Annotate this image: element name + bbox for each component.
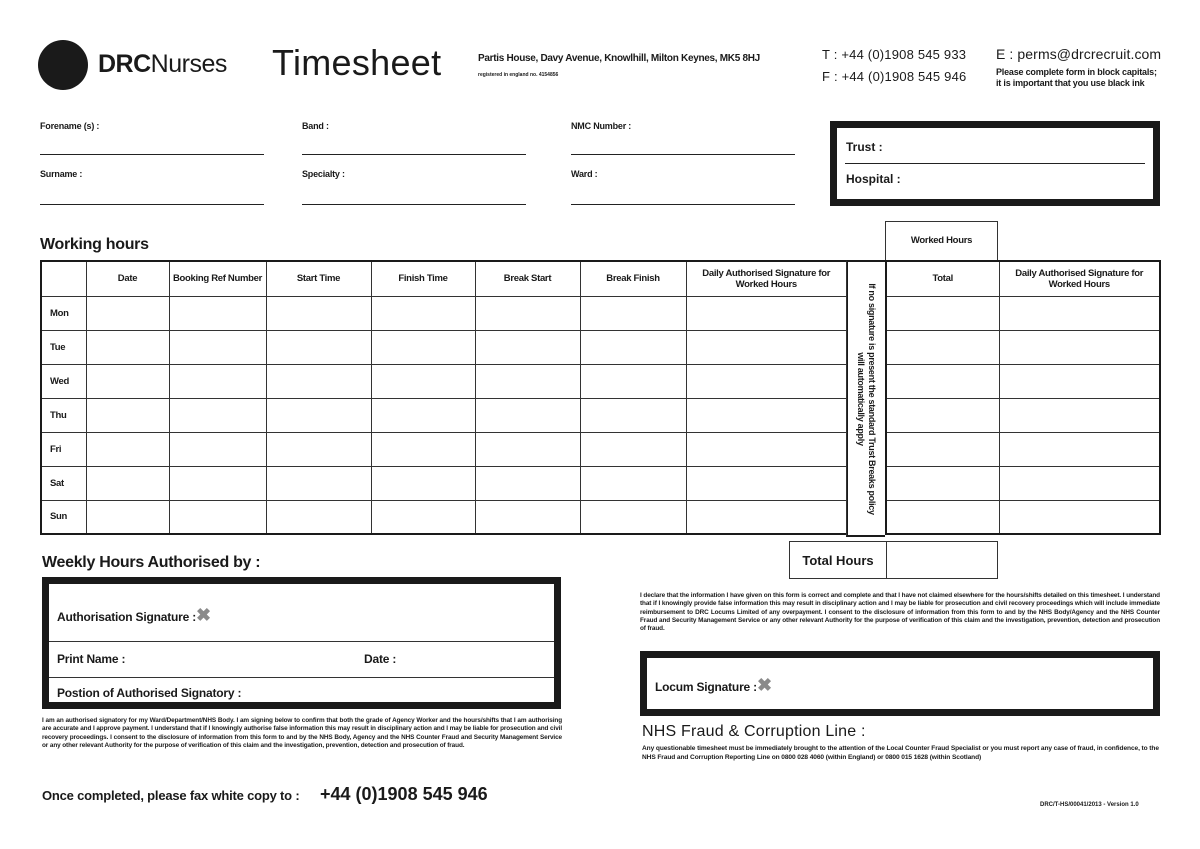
forename-field[interactable] [40,154,264,155]
column-header: Start Time [266,261,371,296]
day-label: Thu [41,398,86,432]
signature-cell[interactable] [999,466,1160,500]
band-field[interactable] [302,154,526,155]
entry-cell[interactable] [86,432,169,466]
signature-cell[interactable] [999,500,1160,534]
table-row [886,466,1160,500]
entry-cell[interactable] [266,330,371,364]
authorised-by-title: Weekly Hours Authorised by : [42,554,261,571]
entry-cell[interactable] [169,330,266,364]
day-label: Wed [41,364,86,398]
table-row [41,500,847,534]
entry-cell[interactable] [475,296,580,330]
trust-hospital-box[interactable] [830,121,1160,206]
signature-cell[interactable] [999,398,1160,432]
email: E : perms@drcrecruit.com [996,46,1162,62]
entry-cell[interactable] [169,500,266,534]
table-row [41,432,847,466]
print-name-label[interactable]: Print Name : [57,652,126,666]
entry-cell[interactable] [475,432,580,466]
fraud-line-text: Any questionable timesheet must be immediately brought to the attention of the Local Counter Fraud Specialist or you must report any case of fraud, in confidence, to the NHS Fraud and Corruption Reporting Line on 0800 028 4060 (within England) or 0800 015 1628 (within Scotland) [642,745,1159,761]
nmc-field[interactable] [571,154,795,155]
entry-cell[interactable] [475,466,580,500]
entry-cell[interactable] [371,398,475,432]
surname-field[interactable] [40,204,264,205]
company-address: Partis House, Davy Avenue, Knowlhill, Milton Keynes, MK5 8HJ [478,53,760,64]
entry-cell[interactable] [266,500,371,534]
worked-hours-header: Worked Hours [885,221,998,261]
total-column-header: Total [886,261,999,296]
ward-field[interactable] [571,204,795,205]
telephone: T : +44 (0)1908 545 933 [822,47,967,62]
trust-label: Trust : [846,140,883,154]
day-label: Sun [41,500,86,534]
date-label[interactable]: Date : [364,652,397,666]
band-label: Band : [302,121,329,131]
working-hours-title: Working hours [40,236,149,253]
entry-cell[interactable] [266,398,371,432]
nmc-label: NMC Number : [571,121,632,131]
table-row [886,296,1160,330]
hospital-label: Hospital : [846,172,901,186]
total-cell[interactable] [886,466,999,500]
ward-label: Ward : [571,169,598,179]
entry-cell[interactable] [580,500,686,534]
entry-cell[interactable] [86,398,169,432]
sign-here-icon: ✖ [196,605,211,625]
fax-instruction: Once completed, please fax white copy to : [42,788,300,803]
entry-cell[interactable] [266,364,371,398]
instructions [996,67,1166,89]
table-row [41,330,847,364]
entry-cell[interactable] [580,398,686,432]
table-row [886,432,1160,466]
forename-label: Forename (s) : [40,121,100,131]
logo-icon [38,40,88,90]
entry-cell[interactable] [475,500,580,534]
day-label: Mon [41,296,86,330]
entry-cell[interactable] [580,466,686,500]
column-header: Break Start [475,261,580,296]
entry-cell[interactable] [580,330,686,364]
total-hours-label: Total Hours [789,541,886,579]
instructions-line-1: Please complete form in block capitals; [996,67,1157,77]
entry-cell[interactable] [686,296,847,330]
signature-cell[interactable] [999,330,1160,364]
entry-cell[interactable] [371,364,475,398]
entry-cell[interactable] [169,398,266,432]
page-title: Timesheet [272,42,442,83]
logo-text [98,50,227,79]
working-hours-table [40,260,848,535]
authorisation-signature[interactable] [57,605,211,626]
table-row [886,500,1160,534]
breaks-policy-note: If no signature is present the standard Trust Breaks policy will automatically apply [856,282,877,515]
entry-cell[interactable] [86,466,169,500]
logo-name: Nurses [150,50,227,78]
total-cell[interactable] [886,364,999,398]
entry-cell[interactable] [169,296,266,330]
table-row [41,364,847,398]
entry-cell[interactable] [686,466,847,500]
divider [49,677,554,678]
entry-cell[interactable] [86,330,169,364]
entry-cell[interactable] [169,364,266,398]
entry-cell[interactable] [686,398,847,432]
signature-cell[interactable] [999,296,1160,330]
entry-cell[interactable] [169,466,266,500]
entry-cell[interactable] [371,296,475,330]
specialty-field[interactable] [302,204,526,205]
total-hours-field[interactable] [886,541,998,579]
entry-cell[interactable] [371,466,475,500]
total-cell[interactable] [886,296,999,330]
divider [49,641,554,642]
signature-cell[interactable] [999,364,1160,398]
table-row [41,296,847,330]
fax-number: +44 (0)1908 545 946 [320,784,488,804]
sign-here-icon: ✖ [756,675,772,695]
surname-label: Surname : [40,169,83,179]
position-label[interactable]: Postion of Authorised Signatory : [57,686,242,700]
specialty-label: Specialty : [302,169,345,179]
column-header: Finish Time [371,261,475,296]
table-row [41,398,847,432]
entry-cell[interactable] [580,296,686,330]
entry-cell[interactable] [475,398,580,432]
entry-cell[interactable] [686,330,847,364]
entry-cell[interactable] [686,432,847,466]
entry-cell[interactable] [580,364,686,398]
entry-cell[interactable] [266,466,371,500]
authorisation-statement: I am an authorised signatory for my Ward/Department/NHS Body. I am signing below to confirm that both the grade of Agency Worker and the hours/shifts that I am authorising are accurate and I approve payment. I understand that if I knowingly authorise false information this may result in disciplinary action and I may be liable for prosecution and civil recovery proceedings. I consent to the disclosure of information from this form to and by the NHS Body, Agency and the NHS Counter Fraud and Security Management Service or any other relevant Authority for the purpose of verification of this claim and the investigation, prevention, detection and prosecution of fraud. [42,717,562,749]
locum-signature-label: Locum Signature : [655,680,757,694]
table-row [886,364,1160,398]
table-row [41,466,847,500]
entry-cell[interactable] [475,364,580,398]
day-label: Fri [41,432,86,466]
signature-cell[interactable] [999,432,1160,466]
form-reference: DRC/T-HS/00041/2013 - Version 1.0 [1040,802,1139,808]
total-cell[interactable] [886,500,999,534]
entry-cell[interactable] [371,330,475,364]
entry-cell[interactable] [86,364,169,398]
entry-cell[interactable] [686,500,847,534]
entry-cell[interactable] [371,500,475,534]
trust-divider [845,163,1145,164]
entry-cell[interactable] [580,432,686,466]
entry-cell[interactable] [475,330,580,364]
table-row [886,330,1160,364]
registration-number: registered in england no. 4154856 [478,72,559,78]
day-column-header [41,261,86,296]
entry-cell[interactable] [686,364,847,398]
entry-cell[interactable] [371,432,475,466]
total-cell[interactable] [886,398,999,432]
authorisation-box [42,577,561,709]
header-row [886,261,1160,296]
locum-signature [655,675,772,696]
locum-signature-box[interactable] [640,651,1160,716]
header-row [41,261,847,296]
entry-cell[interactable] [169,432,266,466]
signature-column-header: Daily Authorised Signature for Worked Hours [999,261,1160,296]
entry-cell[interactable] [266,432,371,466]
total-cell[interactable] [886,330,999,364]
authorisation-signature-label: Authorisation Signature : [57,610,197,624]
entry-cell[interactable] [86,296,169,330]
worked-hours-table [885,260,1161,535]
instructions-line-2: it is important that you use black ink [996,78,1145,88]
breaks-policy-strip [846,260,885,537]
entry-cell[interactable] [266,296,371,330]
logo-brand: DRC [98,50,151,78]
day-label: Tue [41,330,86,364]
table-row [886,398,1160,432]
declaration-text: I declare that the information I have given on this form is correct and complete and that I have not claimed elsewhere for the hours/shifts detailed on this timesheet. I understand that if I knowingly provide false information this may result in disciplinary action and I may be liable for prosecution and civil recovery proceedings which will include immediate reimbursement to DRC Locums Limited of any overpayment. I consent to the disclosure of information from this form to and by the NHS Body/Agency and the NHS Counter Fraud and Security Management Service or any other relevant Authority for the purpose of verification of this claim and the investigation, prevention, detection and prosecution of fraud. [640,592,1160,633]
fax: F : +44 (0)1908 545 946 [822,69,967,84]
column-header: Booking Ref Number [169,261,266,296]
day-label: Sat [41,466,86,500]
total-cell[interactable] [886,432,999,466]
fraud-line-title: NHS Fraud & Corruption Line : [642,723,866,740]
entry-cell[interactable] [86,500,169,534]
column-header: Daily Authorised Signature for Worked Hours [686,261,847,296]
column-header: Date [86,261,169,296]
column-header: Break Finish [580,261,686,296]
